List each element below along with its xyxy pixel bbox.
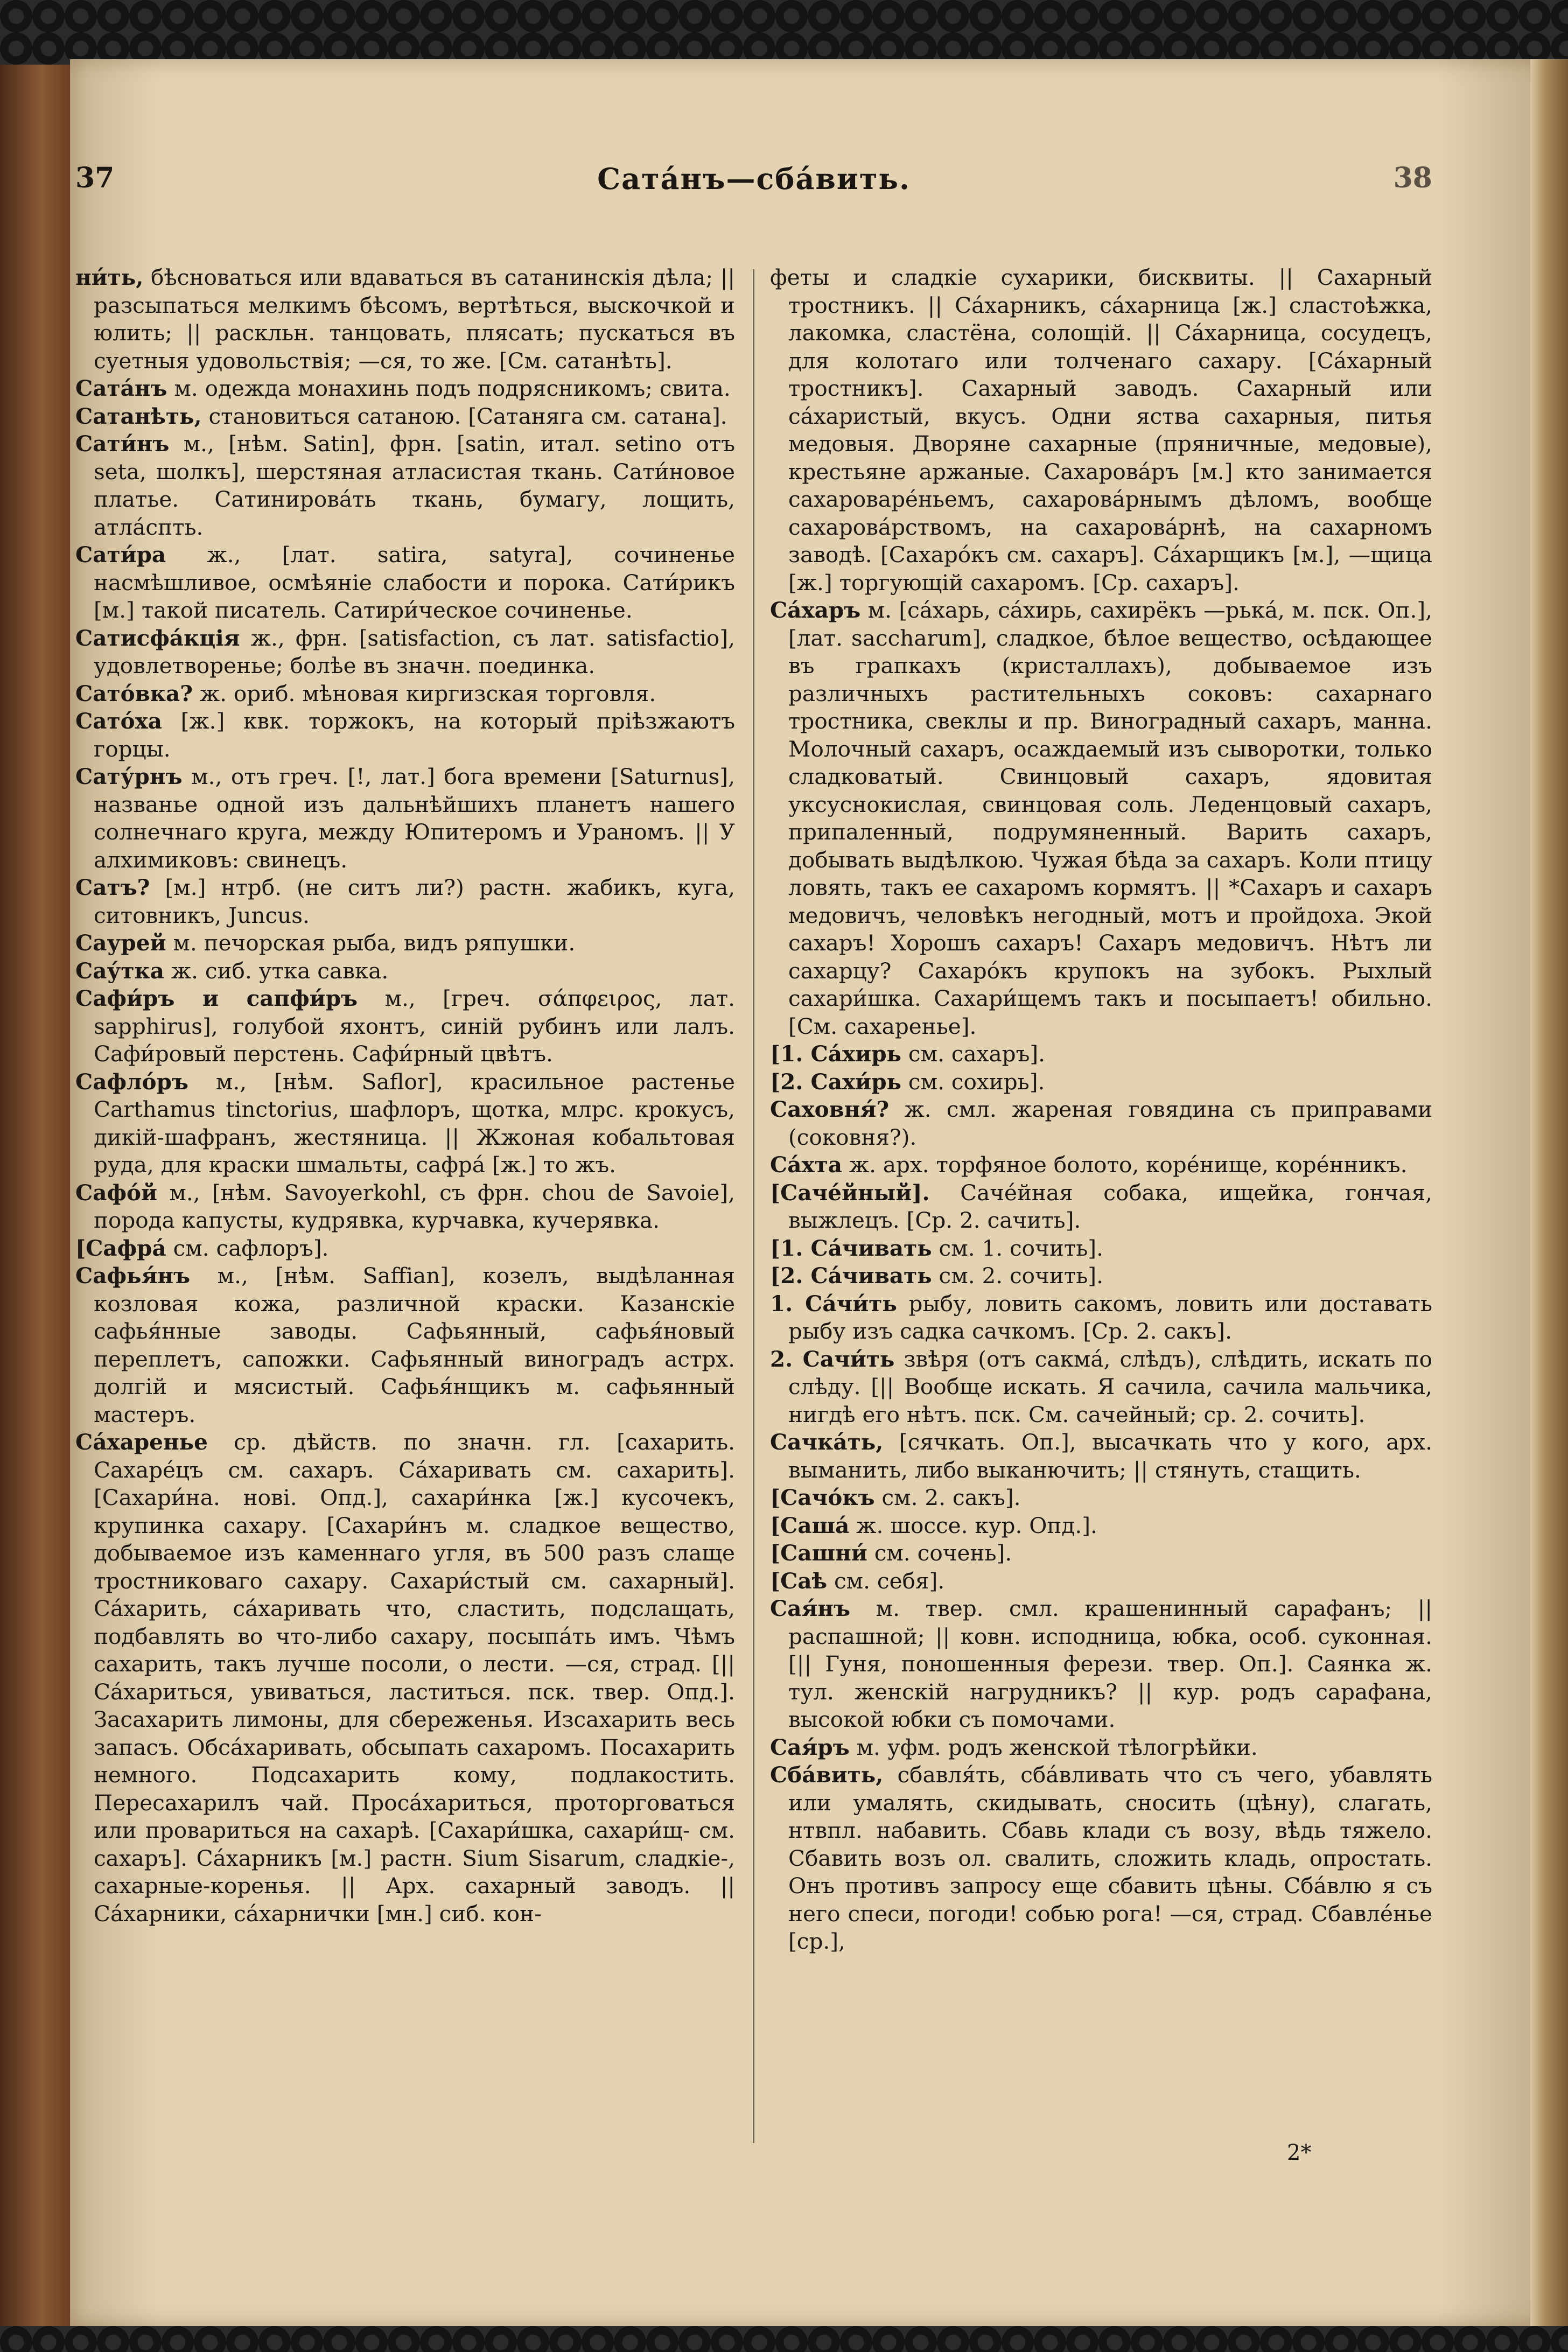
entry-definition: ж. шоссе. кур. Опд.]. bbox=[856, 1512, 1097, 1538]
dictionary-entry bbox=[770, 1512, 1432, 1540]
entry-headword: [Сашни́ bbox=[770, 1540, 867, 1566]
right-column bbox=[770, 264, 1432, 2143]
dictionary-entry bbox=[770, 1235, 1432, 1263]
dictionary-entry bbox=[75, 929, 735, 957]
dictionary-entry bbox=[770, 1151, 1432, 1179]
entry-headword: Сату́рнъ bbox=[75, 764, 183, 789]
entry-headword: Сато́ха bbox=[75, 708, 162, 734]
entry-definition: [ж.] квк. торжокъ, на который пріѣзжаютъ горцы. bbox=[94, 708, 735, 762]
entry-headword: Сатанѣть, bbox=[75, 403, 202, 429]
signature-mark: 2* bbox=[1287, 2140, 1312, 2165]
entry-headword: Сачка́ть, bbox=[770, 1429, 884, 1455]
entry-definition: см. сочень]. bbox=[874, 1540, 1012, 1566]
entry-definition: см. сахаръ]. bbox=[908, 1041, 1046, 1067]
entry-headword: Са́хта bbox=[770, 1152, 842, 1178]
dictionary-entry bbox=[770, 1262, 1432, 1290]
dictionary-entry bbox=[770, 1068, 1432, 1096]
entry-definition: м. твер. смл. крашенинный сарафанъ; || распашной; || ковн. исподница, юбка, особ. суконная. [|| Гуня, поношенныя ферези. твер. Оп.]. Саянка ж. тул. женскій нагрудникъ? || кур. родъ сарафана, высокой юбки съ помочами. bbox=[788, 1595, 1432, 1732]
running-title: Сата́нъ—сба́вить. bbox=[597, 162, 911, 196]
entry-headword: Саховня́? bbox=[770, 1096, 890, 1122]
entry-definition: ср. дѣйств. по значн. гл. [сахарить. Сахаре́цъ см. сахаръ. Са́харивать см. сахарить]. [Сахари́на. нові. Опд.], сахари́нка [ж.] кусочекъ, крупинка сахару. [Сахари́нъ м. сладкое вещество, добываемое изъ каменнаго угля, въ 500 разъ слаще тростниковаго сахару. Сахари́стый см. сахарный]. Са́харить, са́харивать что, сластить, подслащать, подбавлять во что-либо сахару, посыпа́ть имъ. Чѣмъ сахарить, такъ лучше посоли, о лести. —ся, страд. [|| Са́хариться, увиваться, ластиться. пск. твер. Опд.]. Засахарить лимоны, для сбереженья. Изсахарить весь запасъ. Обса́харивать, обсыпать сахаромъ. Посахарить немного. Подсахарить кому, подлакостить. Пересахарилъ чай. Проса́хариться, проторговаться или провариться на сахарѣ. [Сахари́шка, сахари́щ- см. сахаръ]. Са́харникъ [м.] растн. Sium Sisarum, сладкіе-, сахарные-коренья. || Арх. сахарный заводъ. || Са́харники, са́харнички [мн.] сиб. кон- bbox=[94, 1429, 735, 1927]
entry-headword: Сатисфа́кція bbox=[75, 625, 240, 651]
entry-headword: Сати́нъ bbox=[75, 431, 170, 457]
entry-definition: м., [нѣм. Satin], фрн. [satin, итал. setino отъ seta, шолкъ], шерстяная атласистая ткань. Сати́новое платье. Сатинирова́ть ткань, бумагу, лощить, атла́спть. bbox=[94, 431, 735, 540]
dictionary-entry bbox=[770, 1040, 1432, 1068]
entry-headword: Са́харенье bbox=[75, 1429, 208, 1455]
entry-definition: м. [са́харь, са́хирь, сахирёкъ —рька́, м. пск. Оп.], [лат. saccharum], сладкое, бѣлое вещество, осѣдающее въ грапкахъ (кристаллахъ), добываемое изъ различныхъ растительныхъ соковъ: сахарнаго тростника, свеклы и пр. Виноградный сахаръ, манна. Молочный сахаръ, осаждаемый изъ сыворотки, только сладковатый. Свинцовый сахаръ, ядовитая уксуснокислая, свинцовая соль. Леденцовый сахаръ, припаленный, подрумяненный. Варить сахаръ, добывать выдѣлкою. Чужая бѣда за сахаръ. Коли птицу ловять, такъ ее сахаромъ кормятъ. || *Сахаръ и сахаръ медовичъ, человѣкъ негодный, мотъ и пройдоха. Экой сахаръ! Хорошъ сахаръ! Сахаръ медовичъ. Нѣтъ ли сахарцу? Сахаро́къ крупокъ на зубокъ. Рыхлый сахари́шка. Сахари́щемъ такъ и посыпаетъ! обильно. [См. сахаренье]. bbox=[788, 597, 1432, 1039]
dictionary-entry bbox=[770, 1096, 1432, 1151]
dictionary-entry bbox=[75, 1068, 735, 1179]
entry-headword: [Сачо́къ bbox=[770, 1485, 875, 1510]
dictionary-entry bbox=[75, 375, 735, 403]
entry-definition: м., [нѣм. Saflor], красильное растенье Carthamus tinctorius, шафлоръ, щотка, млрс. крокусъ, дикій-шафранъ, жестяница. || Жжоная кобальтовая руда, для краски шмальты, сафра́ [ж.] то жъ. bbox=[94, 1068, 735, 1178]
dictionary-entry bbox=[75, 1179, 735, 1235]
entry-headword: Сафло́ръ bbox=[75, 1068, 188, 1095]
dictionary-entry bbox=[770, 1484, 1432, 1512]
entry-headword: 1. Са́чи́ть bbox=[770, 1290, 897, 1317]
entry-definition: см. себя]. bbox=[834, 1567, 945, 1594]
dictionary-entry bbox=[770, 1595, 1432, 1734]
entry-headword: Саурей bbox=[75, 930, 166, 956]
entry-definition: м., [нѣм. Savoyerkohl, съ фрн. chou de Savoie], порода капусты, кудрявка, курчавка, кучерявка. bbox=[94, 1179, 735, 1233]
dictionary-entry bbox=[75, 985, 735, 1068]
entry-definition: ж., [лат. satira, satyra], сочиненье насмѣшливое, осмѣяніе слабости и порока. Сати́рикъ [м.] такой писатель. Сатири́ческое сочиненье. bbox=[94, 542, 735, 623]
left-column bbox=[75, 264, 735, 2143]
entry-definition: становиться сатаною. [Сатаняга см. сатана]. bbox=[208, 403, 727, 429]
entry-headword: Сая́нъ bbox=[770, 1595, 851, 1621]
entry-definition: см. 2. сочить]. bbox=[939, 1263, 1103, 1289]
entry-definition: феты и сладкіе сухарики, бисквиты. || Сахарный тростникъ. || Са́харникъ, са́харница [ж.] сластоѣжка, лакомка, сластёна, солощій. || Са́харница, сосудецъ, для колотаго или толченаго сахару. [Са́харный тростникъ]. Сахарный заводъ. Сахарный или са́харистый, вкусъ. Одни яства сахарныя, питья медовыя. Дворяне сахарные (пряничные, медовые), крестьяне аржаные. Сахарова́ръ [м.] кто занимается сахароваре́ньемъ, сахарова́рнымъ дѣломъ, вообще сахарова́рствомъ, на сахарова́рнѣ, на сахарномъ заводѣ. [Сахаро́къ см. сахаръ]. Са́харщикъ [м.], —щица [ж.] торгующій сахаромъ. [Ср. сахаръ]. bbox=[770, 264, 1432, 596]
dictionary-entry bbox=[75, 430, 735, 541]
entry-headword: [Саша́ bbox=[770, 1512, 850, 1538]
dictionary-entry bbox=[75, 541, 735, 625]
entry-definition: ж., фрн. [satisfaction, съ лат. satisfactio], удовлетворенье; болѣе въ значн. поединка. bbox=[94, 625, 735, 678]
entry-headword: [2. Са́чивать bbox=[770, 1263, 932, 1289]
entry-definition: рыбу, ловить сакомъ, ловить или доставать рыбу изъ садка сачкомъ. [Ср. 2. сакъ]. bbox=[788, 1290, 1432, 1344]
page-block-edge bbox=[1530, 59, 1568, 2326]
dictionary-entry bbox=[770, 264, 1432, 597]
entry-headword: Сая́ръ bbox=[770, 1734, 850, 1760]
entry-headword: [2. Сахи́рь bbox=[770, 1068, 902, 1095]
dictionary-entry bbox=[770, 597, 1432, 1040]
entry-headword: Сатъ? bbox=[75, 874, 150, 900]
entry-headword: Сата́нъ bbox=[75, 375, 167, 401]
entry-definition: см. сохирь]. bbox=[908, 1068, 1045, 1095]
dictionary-entry bbox=[75, 874, 735, 929]
entry-definition: м., [нѣм. Saffian], козелъ, выдѣланная козловая кожа, различной краски. Казанскіе сафья́нные заводы. Сафьянный, сафья́новый переплетъ, сапожки. Сафьянный виноградъ астрх. долгій и мясистый. Сафья́нщикъ м. сафьянный мастеръ. bbox=[94, 1263, 735, 1427]
page-number-right: 38 bbox=[1393, 162, 1432, 194]
dictionary-entry bbox=[770, 1179, 1432, 1235]
page-number-left: 37 bbox=[75, 162, 115, 194]
dictionary-entry bbox=[770, 1539, 1432, 1567]
entry-definition: звѣря (отъ сакма́, слѣдъ), слѣдить, искать по слѣду. [|| Вообще искать. Я сачила, сачила мальчика, нигдѣ его нѣтъ. пск. См. сачейный; ср. 2. сочить]. bbox=[788, 1346, 1432, 1427]
entry-headword: [Саѣ bbox=[770, 1567, 828, 1594]
entry-headword: [1. Са́чивать bbox=[770, 1235, 932, 1261]
dictionary-entry bbox=[770, 1429, 1432, 1484]
entry-definition: Саче́йная собака, ищейка, гончая, выжлецъ. [Ср. 2. сачить]. bbox=[788, 1179, 1432, 1233]
entry-headword: [Сафра́ bbox=[75, 1235, 166, 1261]
dictionary-entry bbox=[75, 264, 735, 375]
entry-headword: Сато́вка? bbox=[75, 680, 193, 706]
entry-definition: [м.] нтрб. (не ситъ ли?) растн. жабикъ, куга, ситовникъ, Juncus. bbox=[94, 874, 735, 928]
entry-headword: Сба́вить, bbox=[770, 1762, 884, 1788]
dictionary-entry bbox=[770, 1290, 1432, 1346]
entry-definition: м., [греч. σάπφειρος, лат. sapphirus], голубой яхонтъ, синій рубинъ или лалъ. Сафи́ровый перстень. Сафи́рный цвѣтъ. bbox=[94, 985, 735, 1067]
dictionary-entry bbox=[75, 625, 735, 680]
entry-definition: ж. ориб. мѣновая киргизская торговля. bbox=[199, 680, 656, 706]
entry-definition: бѣсноваться или вдаваться въ сатанинскія дѣла; || разсыпаться мелкимъ бѣсомъ, вертѣться, выскочкой и юлить; || раскльн. танцовать, плясать; пускаться въ суетныя удовольствія; —ся, то же. [См. сатанѣть]. bbox=[94, 264, 735, 374]
entry-definition: м. одежда монахинь подъ подрясникомъ; свита. bbox=[174, 375, 731, 401]
entry-definition: м. уфм. родъ женской тѣлогрѣйки. bbox=[856, 1734, 1258, 1760]
entry-definition: см. 1. сочить]. bbox=[939, 1235, 1103, 1261]
entry-definition: [сячкать. Оп.], высачкать что у кого, арх. выманить, либо выканючить; || стянуть, стащить. bbox=[788, 1429, 1432, 1483]
column-divider bbox=[753, 269, 754, 2143]
entry-headword: Сау́тка bbox=[75, 957, 164, 984]
entry-definition: см. 2. сакъ]. bbox=[881, 1485, 1021, 1510]
dictionary-entry bbox=[75, 708, 735, 763]
entry-headword: Сафья́нъ bbox=[75, 1263, 191, 1289]
left-page-edge bbox=[0, 65, 70, 2326]
dictionary-entry bbox=[75, 680, 735, 708]
dictionary-entry bbox=[770, 1761, 1432, 1956]
entry-definition: ж. арх. торфяное болото, корéнище, корéнникъ. bbox=[849, 1152, 1408, 1178]
dictionary-entry bbox=[770, 1346, 1432, 1429]
dictionary-entry bbox=[770, 1734, 1432, 1762]
running-head bbox=[75, 162, 1432, 210]
entry-definition: сбавля́ть, сба́вливать что съ чего, убавлять или умалять, скидывать, сносить (цѣну), слагать, нтвпл. набавить. Сбавь клади съ возу, вѣдь тяжело. Сбавить возъ ол. свалить, сложить кладь, опростать. Онъ противъ запросу еще сбавить цѣны. Сба́влю я съ него спеси, погоди! собью рога! —ся, страд. Сбавле́нье [ср.], bbox=[788, 1762, 1432, 1954]
entry-definition: м., отъ греч. [!, лат.] бога времени [Saturnus], названье одной изъ дальнѣйшихъ планетъ нашего солнечнаго круга, между Юпитеромъ и Ураномъ. || У алхимиковъ: свинецъ. bbox=[94, 764, 735, 873]
dictionary-entry bbox=[75, 1429, 735, 1928]
entry-headword: Сати́ра bbox=[75, 542, 166, 568]
entry-definition: м. печорская рыба, видъ ряпушки. bbox=[173, 930, 576, 956]
dictionary-entry bbox=[75, 957, 735, 985]
entry-headword: 2. Сачи́ть bbox=[770, 1346, 895, 1372]
dictionary-entry bbox=[75, 1262, 735, 1429]
dictionary-entry bbox=[75, 763, 735, 874]
entry-headword: [Саче́йный]. bbox=[770, 1179, 930, 1206]
entry-headword: Сафо́й bbox=[75, 1179, 158, 1206]
entry-definition: ж. сиб. утка савка. bbox=[171, 957, 389, 984]
entry-definition: ж. смл. жареная говядина съ приправами (соковня?). bbox=[788, 1096, 1432, 1150]
entry-headword: [1. Са́хирь bbox=[770, 1041, 902, 1067]
dictionary-entry bbox=[75, 403, 735, 431]
dictionary-entry bbox=[75, 1235, 735, 1263]
entry-headword: ни́ть, bbox=[75, 264, 144, 290]
entry-definition: см. сафлоръ]. bbox=[173, 1235, 329, 1261]
dictionary-entry bbox=[770, 1567, 1432, 1595]
entry-headword: Сафи́ръ и сапфи́ръ bbox=[75, 985, 358, 1011]
entry-headword: Са́харъ bbox=[770, 597, 861, 623]
